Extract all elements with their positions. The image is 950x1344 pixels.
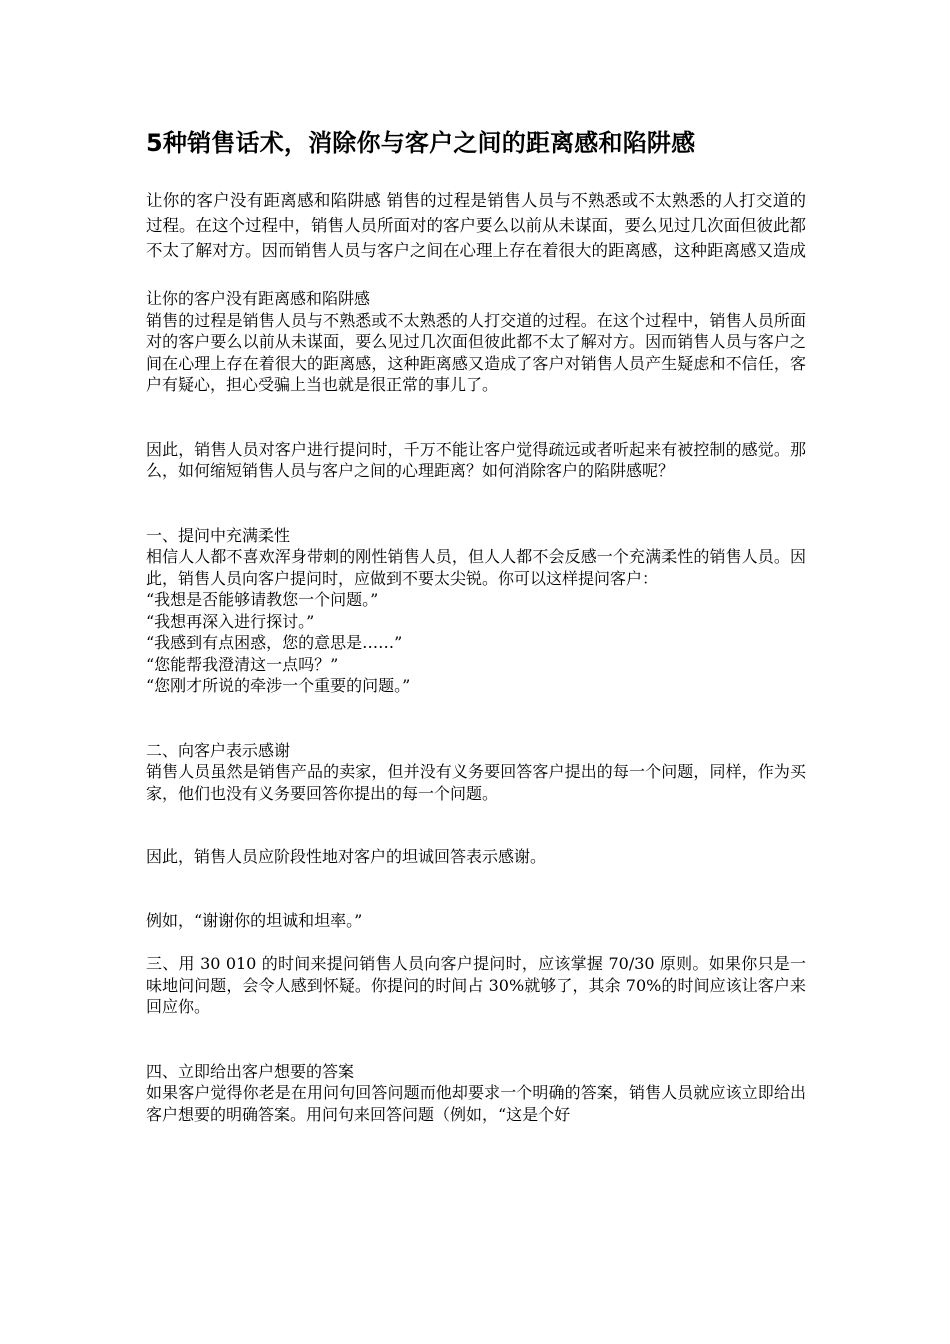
quote-line: “您能帮我澄清这一点吗？”	[146, 654, 339, 674]
quote-line: “您刚才所说的牵涉一个重要的问题。”	[146, 676, 411, 695]
document-body	[146, 288, 806, 1125]
intro-paragraph: 让你的客户没有距离感和陷阱感 销售的过程是销售人员与不熟悉或不太熟悉的人打交道的过程。在这个过程中，销售人员所面对的客户要么以前从未谋面，要么见过几次面但彼此都不太了解对方。因而销售人员与客户之间在心理上存在着很大的距离感，这种距离感又造成	[146, 191, 806, 260]
paragraph: 因此，销售人员应阶段性地对客户的坦诚回答表示感谢。	[146, 847, 547, 866]
paragraph: 三、用 30 010 的时间来提问销售人员向客户提问时，应该掌握 70/30 原则。如果你只是一味地问问题，会令人感到怀疑。你提问的时间占 30%就够了，其余 70%的时间应该让客户来回应你。	[146, 954, 806, 1016]
section-heading: 一、提问中充满柔性	[146, 525, 291, 545]
quote-line: “我感到有点困惑，您的意思是……”	[146, 633, 403, 652]
paragraph: 例如，“谢谢你的坦诚和坦率。”	[146, 910, 363, 930]
section-heading: 二、向客户表示感谢	[146, 740, 291, 760]
section-heading: 让你的客户没有距离感和陷阱感	[146, 289, 371, 308]
quote-line: “我想再深入进行探讨。”	[146, 611, 315, 631]
quote-line: “我想是否能够请教您一个问题。”	[146, 590, 379, 609]
paragraph: 相信人人都不喜欢浑身带刺的刚性销售人员，但人人都不会反感一个充满柔性的销售人员。因此，销售人员向客户提问时，应做到不要太尖锐。你可以这样提问客户：	[146, 547, 806, 588]
paragraph: 如果客户觉得你老是在用问句回答问题而他却要求一个明确的答案，销售人员就应该立即给出客户想要的明确答案。用问句来回答问题（例如，“这是个好	[146, 1083, 806, 1124]
paragraph: 销售人员虽然是销售产品的卖家，但并没有义务要回答客户提出的每一个问题，同样，作为买家，他们也没有义务要回答你提出的每一个问题。	[146, 762, 806, 803]
document-title: 5种销售话术，消除你与客户之间的距离感和陷阱感	[146, 129, 696, 157]
paragraph: 因此，销售人员对客户进行提问时，千万不能让客户觉得疏远或者听起来有被控制的感觉。那么，如何缩短销售人员与客户之间的心理距离？如何消除客户的陷阱感呢？	[146, 439, 806, 480]
paragraph: 销售的过程是销售人员与不熟悉或不太熟悉的人打交道的过程。在这个过程中，销售人员所面对的客户要么以前从未谋面，要么见过几次面但彼此都不太了解对方。因而销售人员与客户之间在心理上存在着很大的距离感，这种距离感又造成了客户对销售人员产生疑虑和不信任，客户有疑心，担心受骗上当也就是很正常的事儿了。	[146, 310, 806, 394]
section-heading: 四、立即给出客户想要的答案	[146, 1061, 355, 1081]
